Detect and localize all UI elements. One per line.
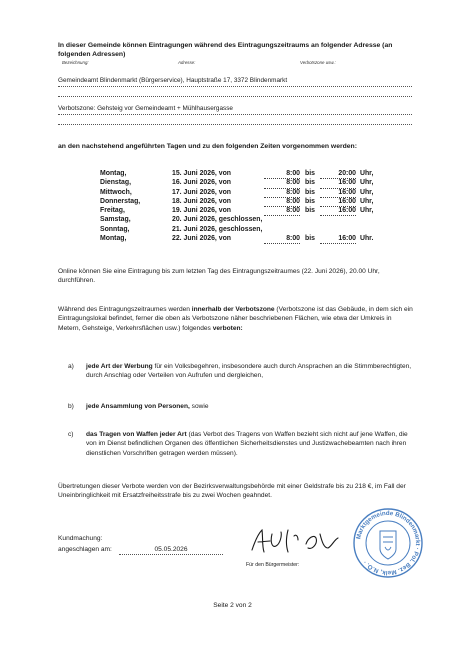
schedule-to-time: 20:00 [320, 169, 356, 179]
verbot-intro-c: (Verbotszone ist das Gebäude, in dem sich ein Eintragungslokal befindet, ferner die oben als Verbotszone näher beschriebenen Flächen, wie etwa der Umkreis in Metern, Gehsteige, Verkehrsflächen usw.) folgendes [58, 306, 413, 332]
schedule-row [100, 234, 400, 243]
schedule-day: Dienstag, [100, 179, 132, 187]
signature [248, 524, 348, 558]
header-text: In dieser Gemeinde können Eintragungen während des Eintragungszeitraums an folgender Adresse (an folgenden Adressen) [58, 41, 393, 59]
item-c-bold: das Tragen von Waffen jeder Art [86, 431, 187, 438]
schedule-date: 18. Juni 2026, von [172, 197, 231, 205]
schedule-row [100, 225, 400, 234]
schedule-from-time: 8:00 [264, 169, 300, 179]
schedule-from-time: 8:00 [264, 178, 300, 188]
verbot-intro-verboten: verboten: [212, 324, 243, 332]
penalty-text: Übertretungen dieser Verbote werden von der Bezirksverwaltungsbehörde mit einer Geldstrafe bis zu 218 €, im Fall der Uneinbringlichkeit mit Ersatzfreiheitsstrafe bis zu zwei Wochen geahndet. [58, 483, 406, 500]
schedule-day: Sonntag, [100, 225, 130, 233]
schedule-date: 17. Juni 2026, von [172, 188, 231, 196]
schedule-day: Montag, [100, 170, 127, 177]
item-b-text [86, 402, 414, 411]
schedule-row [100, 215, 400, 224]
verbot-intro-a: Während des Eintragungszeitraumes werden [58, 306, 192, 313]
schedule-bis: bis [305, 235, 315, 243]
schedule-date: 19. Juni 2026, von [172, 207, 231, 215]
blank-line-2 [58, 124, 412, 125]
seal-text: Marktgemeinde Blindenmarkt · Pol. Bez. Melk, N.Ö. · [355, 509, 422, 577]
schedule-intro: an den nachstehend angeführten Tagen und zu den folgenden Zeiten vorgenommen werden: [58, 143, 357, 150]
schedule-uhr: Uhr, [360, 188, 374, 196]
schedule-to-time: 16:00 [320, 178, 356, 188]
schedule-uhr: Uhr, [360, 197, 374, 205]
official-seal [352, 507, 424, 579]
blank-line-1 [58, 96, 412, 97]
schedule-date: 16. Juni 2026, von [172, 179, 231, 187]
col-bezeichnung: Bezeichnung: [62, 60, 89, 65]
schedule-bis: bis [305, 188, 315, 196]
schedule-row [100, 188, 400, 197]
schedule-row [100, 197, 400, 206]
schedule-to-time: 16:00 [320, 188, 356, 198]
schedule-day: Mittwoch, [100, 188, 132, 196]
schedule-to-time: 16:00 [320, 197, 356, 207]
schedule-date: 20. Juni 2026, geschlossen, [172, 216, 263, 224]
angeschlagen-date: 05.05.2026 [119, 545, 223, 555]
schedule-row [100, 169, 400, 178]
schedule-day: Montag, [100, 235, 127, 243]
item-b-bold: jede Ansammlung von Personen, [86, 403, 190, 410]
item-a-bold: jede Art der Werbung [86, 363, 153, 370]
address-line: Gemeindeamt Blindenmarkt (Bürgerservice), Hauptstraße 17, 3372 Blindenmarkt [58, 76, 412, 87]
kundmachung-label: Kundmachung: [58, 535, 103, 542]
schedule-from-time: 8:00 [264, 206, 300, 216]
schedule-row [100, 206, 400, 215]
schedule-table [100, 169, 400, 243]
schedule-to-time: 16:00 [320, 206, 356, 216]
schedule-bis: bis [305, 170, 315, 177]
angeschlagen-label: angeschlagen am: [58, 546, 112, 553]
schedule-bis: bis [305, 207, 315, 215]
item-a-rest: für ein Volksbegehren, insbesondere auch durch Ansprachen an die Stimmberechtigten, durch Anschlag oder Verteilen von Aufrufen und dergleichen, [86, 363, 412, 380]
item-c-label: c) [68, 431, 74, 438]
schedule-uhr: Uhr, [360, 207, 374, 215]
schedule-uhr: Uhr, [360, 179, 374, 187]
schedule-uhr: Uhr. [360, 235, 374, 243]
schedule-to-time: 16:00 [320, 234, 356, 244]
verbot-intro-zone: innerhalb der Verbotszone [191, 306, 275, 313]
schedule-from-time: 8:00 [264, 188, 300, 198]
item-a-text [86, 362, 414, 381]
schedule-row [100, 178, 400, 187]
schedule-date: 22. Juni 2026, von [172, 235, 231, 243]
item-b-label: b) [68, 403, 74, 410]
verbot-intro [58, 305, 414, 333]
schedule-from-time: 8:00 [264, 234, 300, 244]
schedule-day: Freitag, [100, 207, 125, 215]
svg-text:Marktgemeinde Blindenmarkt · P [355, 510, 421, 576]
online-text: Online können Sie eine Eintragung bis zum letzten Tag des Eintragungszeitraumes (22. Juni 2026), 20.00 Uhr, durchführen. [58, 268, 380, 285]
schedule-day: Samstag, [100, 216, 131, 224]
schedule-bis: bis [305, 197, 315, 205]
schedule-day: Donnerstag, [100, 197, 141, 205]
schedule-uhr: Uhr, [360, 170, 374, 177]
fuer-buergermeister: Für den Bürgermeister: [246, 562, 300, 568]
col-adresse: Adresse: [178, 60, 196, 65]
page-number: Seite 2 von 2 [213, 602, 252, 609]
schedule-from-time: 8:00 [264, 197, 300, 207]
item-b-rest: sowie [189, 403, 209, 410]
item-c-text [86, 430, 416, 458]
col-verbotszone: Verbotszone usw.: [300, 60, 336, 65]
schedule-date: 15. Juni 2026, von [172, 170, 231, 177]
item-c-rest: (das Verbot des Tragens von Waffen bezieht sich nicht auf jene Waffen, die von im Dienst befindlichen Organen des öffentlichen Sicherheitsdienstes und Justizwachebeamten nach ihren dienstlichen Vorschriften getragen werden müssen). [86, 431, 408, 457]
zone-line: Verbotszone: Gehsteig vor Gemeindeamt + Mühlhausergasse [58, 104, 412, 115]
item-a-label: a) [68, 363, 74, 370]
schedule-bis: bis [305, 179, 315, 187]
schedule-date: 21. Juni 2026, geschlossen, [172, 225, 263, 233]
